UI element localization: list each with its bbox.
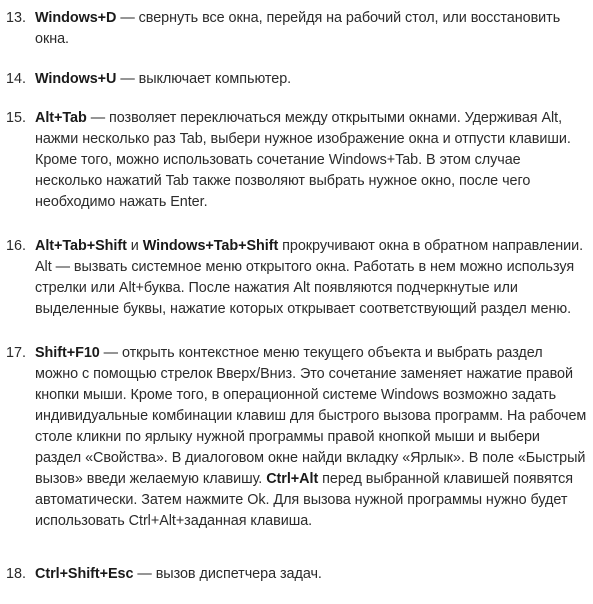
text-run: несколько нажатий Tab также позволяют выбрать нужное окно, после чего (35, 173, 531, 189)
shortcut-key: Windows+Tab+Shift (142, 238, 279, 254)
text-line (35, 511, 587, 532)
text-run: Alt — вызвать системное меню открытого окна. Работать в нем можно используя (35, 259, 575, 275)
text-line (35, 490, 587, 511)
text-run: выделенные буквы, нажатие которых открывает соответствующий раздел меню. (35, 301, 572, 317)
item-number: 16. (6, 238, 27, 254)
text-run: нажми несколько раз Tab, выбери нужное изображение окна и отпусти клавиши. (35, 131, 571, 147)
text-line (35, 564, 587, 585)
text-line (35, 236, 587, 257)
item-number: 14. (6, 71, 27, 87)
item-text (35, 236, 587, 320)
text-line (35, 343, 587, 364)
text-line (35, 171, 587, 192)
text-run: — выключает компьютер. (116, 71, 292, 87)
text-run: — вызов диспетчера задач. (133, 566, 322, 582)
text-run: окна. (35, 31, 69, 47)
text-line (35, 385, 587, 406)
text-run: перед выбранной клавишей появятся (318, 471, 573, 487)
item-number: 17. (6, 345, 27, 361)
shortcut-key: Ctrl+Alt (266, 471, 319, 487)
item-text (35, 108, 587, 213)
shortcut-key: Ctrl+Shift+Esc (35, 566, 134, 582)
text-run: кнопки мыши. Кроме того, в операционной системе Windows возможно задать (35, 387, 557, 403)
text-line (35, 192, 587, 213)
shortcut-key: Windows+D (35, 10, 117, 26)
text-run: раздел «Свойства». В диалоговом окне найди вкладку «Ярлык». В поле «Быстрый (35, 450, 586, 466)
text-run: необходимо нажать Enter. (35, 194, 208, 210)
item-text (35, 8, 587, 50)
item-text (35, 69, 587, 90)
item-number: 15. (6, 110, 27, 126)
text-line (35, 427, 587, 448)
text-run: Кроме того, можно использовать сочетание Windows+Tab. В этом случае (35, 152, 521, 168)
text-run: — открыть контекстное меню текущего объекта и выбрать раздел (99, 345, 543, 361)
shortcut-key: Alt+Tab (35, 110, 87, 126)
text-line (35, 257, 587, 278)
text-line (35, 278, 587, 299)
shortcut-key: Shift+F10 (35, 345, 100, 361)
text-line (35, 364, 587, 385)
text-line (35, 29, 587, 50)
text-run: прокручивают окна в обратном направлении. (278, 238, 584, 254)
text-line (35, 108, 587, 129)
text-run: — позволяет переключаться между открытыми окнами. Удерживая Alt, (86, 110, 563, 126)
text-line (35, 469, 587, 490)
text-line (35, 8, 587, 29)
shortcut-key: Windows+U (35, 71, 117, 87)
item-text (35, 343, 587, 532)
text-line (35, 150, 587, 171)
text-run: стрелки или Alt+буква. После нажатия Alt появляются подчеркнутые или (35, 280, 518, 296)
item-number: 13. (6, 10, 27, 26)
shortcut-key: Alt+Tab+Shift (35, 238, 127, 254)
text-run: столе кликни по ярлыку нужной программы правой кнопкой мыши и выбери (35, 429, 540, 445)
text-run: использовать Ctrl+Alt+заданная клавиша. (35, 513, 313, 529)
text-run: — свернуть все окна, перейдя на рабочий стол, или восстановить (116, 10, 561, 26)
text-run: индивидуальные комбинации клавиш для быстрого вызова программ. На рабочем (35, 408, 587, 424)
text-run: автоматически. Затем нажмите Ok. Для вызова нужной программы нужно будет (35, 492, 568, 508)
text-line (35, 69, 587, 90)
text-line (35, 448, 587, 469)
text-line (35, 406, 587, 427)
item-text (35, 564, 587, 585)
item-number: 18. (6, 566, 27, 582)
text-line (35, 129, 587, 150)
text-line (35, 299, 587, 320)
text-run: и (126, 238, 143, 254)
text-run: вызов» введи желаемую клавишу. (35, 471, 267, 487)
text-run: можно с помощью стрелок Вверх/Вниз. Это сочетание заменяет нажатие правой (35, 366, 573, 382)
